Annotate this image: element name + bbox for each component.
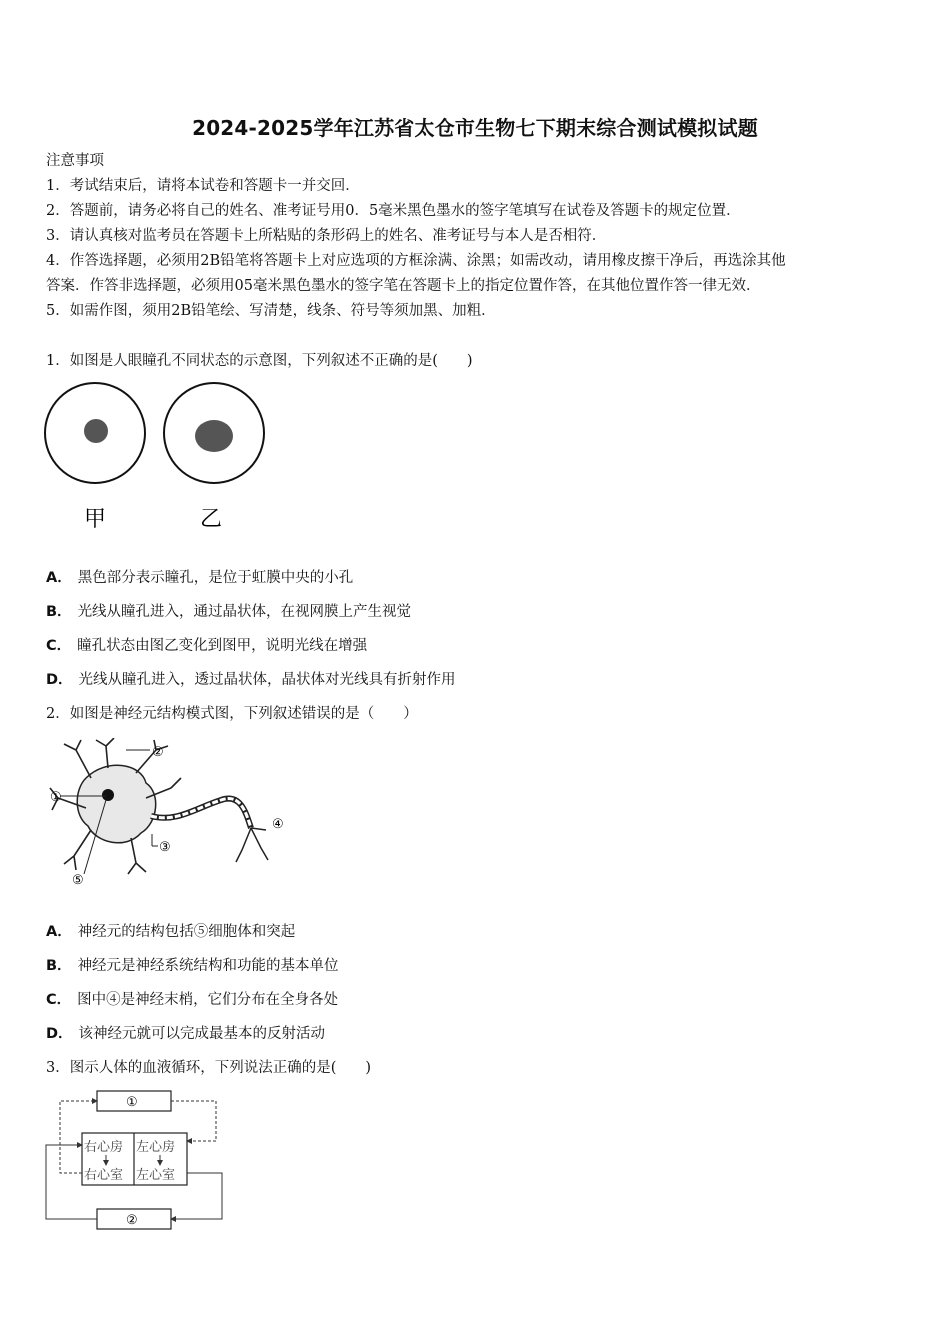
option-letter: C． (46, 992, 72, 1008)
page-title: 2024-2025学年江苏省太仓市生物七下期末综合测试模拟试题 (192, 116, 758, 140)
option-text: 神经元是神经系统结构和功能的基本单位 (77, 958, 339, 974)
option-letter: B． (46, 604, 72, 620)
nerve-endings (236, 828, 268, 862)
option-letter: D． (46, 672, 73, 688)
option-letter: B． (46, 958, 72, 974)
neuron-figure (46, 738, 296, 890)
option-letter: C． (46, 638, 72, 654)
label-yi: 乙 (200, 507, 223, 532)
option-c (46, 636, 367, 656)
neuron-nucleus (102, 789, 114, 801)
right-atrium-label: 右心房 (84, 1140, 124, 1155)
notice-item: 5．如需作图，须用2B铅笔绘、写清楚，线条、符号等须加黑、加粗． (46, 303, 496, 319)
option-text: 瞳孔状态由图乙变化到图甲，说明光线在增强 (77, 638, 368, 654)
box-2-label: ② (126, 1213, 138, 1228)
question-1-stem: 1．如图是人眼瞳孔不同状态的示意图，下列叙述不正确的是( ) (46, 353, 473, 369)
option-text: 该神经元就可以完成最基本的反射活动 (78, 1026, 326, 1042)
left-ventricle-label: 左心室 (136, 1168, 176, 1183)
pupil-yi (195, 420, 233, 452)
option-text: 光线从瞳孔进入，通过晶状体，在视网膜上产生视觉 (77, 604, 412, 620)
left-atrium-label: 左心房 (136, 1140, 176, 1155)
label-2: ② (152, 745, 164, 760)
notice-item: 1．考试结束后，请将本试卷和答题卡一并交回． (46, 178, 360, 194)
box-1-label: ① (126, 1095, 138, 1110)
pupil-jia (84, 419, 108, 443)
option-b (46, 956, 339, 976)
option-text: 黑色部分表示瞳孔，是位于虹膜中央的小孔 (77, 570, 354, 586)
option-text: 光线从瞳孔进入，透过晶状体，晶状体对光线具有折射作用 (78, 672, 456, 688)
label-4: ④ (272, 817, 284, 832)
notice-item: 4．作答选择题，必须用2B铅笔将答题卡上对应选项的方框涂满、涂黑；如需改动，请用橡皮擦干净后，再选涂其他 (46, 253, 786, 269)
notice-item: 3．请认真核对监考员在答题卡上所粘贴的条形码上的姓名、准考证号与本人是否相符． (46, 228, 607, 244)
option-d (46, 1024, 325, 1044)
option-c (46, 990, 338, 1010)
right-ventricle-label: 右心室 (84, 1168, 124, 1183)
pupil-figure (40, 378, 280, 538)
label-jia: 甲 (84, 507, 107, 532)
label-1: ① (50, 790, 62, 805)
option-a (46, 568, 353, 588)
option-a (46, 922, 295, 942)
option-b (46, 602, 411, 622)
label-3: ③ (159, 840, 171, 855)
question-2-stem: 2．如图是神经元结构模式图，下列叙述错误的是（ ） (46, 706, 418, 722)
option-text: 图中④是神经末梢，它们分布在全身各处 (77, 992, 339, 1008)
neuron-cell-body (77, 765, 155, 843)
notice-item: 答案．作答非选择题，必须用05毫米黑色墨水的签字笔在答题卡上的指定位置作答，在其他位置作答一律无效． (46, 278, 761, 294)
notice-item: 2．答题前，请务必将自己的姓名、准考证号用0．5毫米黑色墨水的签字笔填写在试卷及答题卡的规定位置． (46, 203, 741, 219)
option-letter: A． (46, 570, 72, 586)
notice-heading: 注意事项 (46, 153, 104, 169)
question-3-stem: 3．图示人体的血液循环，下列说法正确的是( ) (46, 1060, 372, 1076)
option-letter: D． (46, 1026, 73, 1042)
option-letter: A． (46, 924, 72, 940)
option-text: 神经元的结构包括⑤细胞体和突起 (77, 924, 296, 940)
label-5: ⑤ (72, 873, 84, 888)
option-d (46, 670, 456, 690)
circulation-figure (40, 1085, 240, 1237)
